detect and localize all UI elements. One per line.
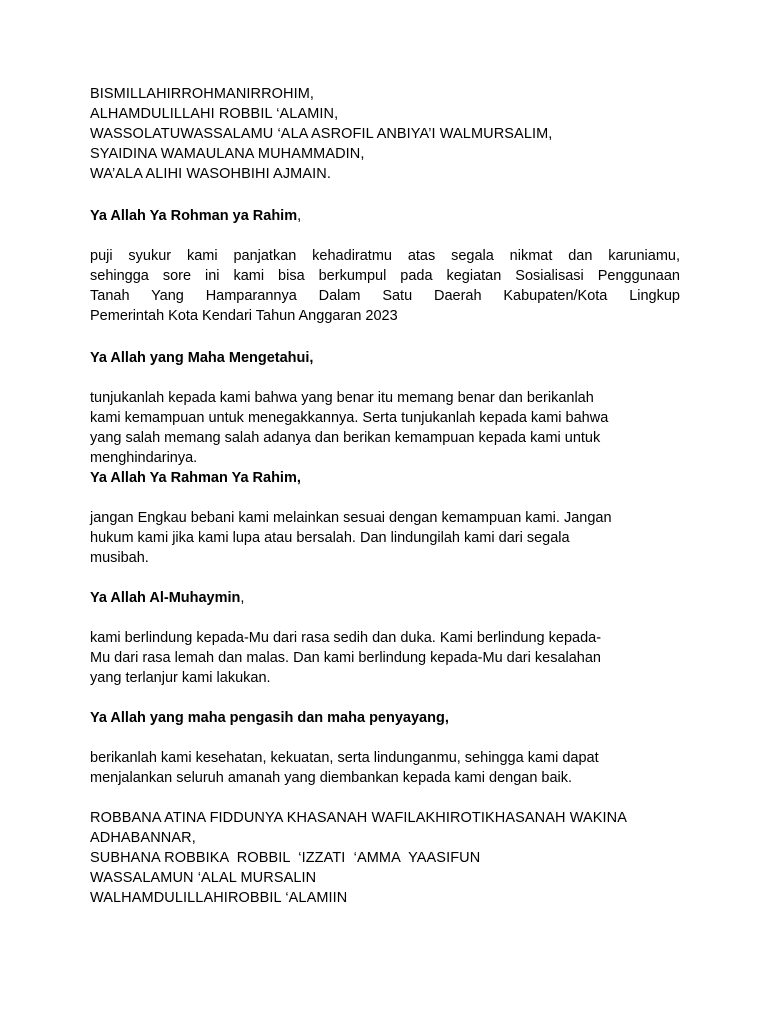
- section-body: [90, 388, 680, 468]
- closing-line: ADHABANNAR,: [90, 830, 196, 846]
- section-heading: Ya Allah Ya Rahman Ya Rahim,: [90, 470, 301, 486]
- body-line: menghindarinya.: [90, 450, 198, 466]
- body-line: tunjukanlah kepada kami bahwa yang benar itu memang benar dan berikanlah: [90, 390, 594, 406]
- section-heading: Ya Allah Al-Muhaymin,: [90, 590, 245, 606]
- section-body: [90, 508, 680, 568]
- section-body: [90, 628, 680, 688]
- body-line: menjalankan seluruh amanah yang diembankan kepada kami dengan baik.: [90, 770, 573, 786]
- opening-line: BISMILLAHIRROHMANIRROHIM,: [90, 86, 315, 102]
- closing-prayer: [90, 808, 680, 908]
- closing-line: ROBBANA ATINA FIDDUNYA KHASANAH WAFILAKHIROTIKHASANAH WAKINA: [90, 810, 627, 826]
- body-line: Mu dari rasa lemah dan malas. Dan kami berlindung kepada-Mu dari kesalahan: [90, 650, 601, 666]
- opening-line: WASSOLATUWASSALAMU ‘ALA ASROFIL ANBIYA’I WALMURSALIM,: [90, 126, 553, 142]
- body-line: hukum kami jika kami lupa atau bersalah. Dan lindungilah kami dari segala: [90, 530, 570, 546]
- body-line: kami berlindung kepada-Mu dari rasa sedih dan duka. Kami berlindung kepada-: [90, 630, 602, 646]
- document-page: [90, 84, 680, 908]
- opening-line: WA’ALA ALIHI WASOHBIHI AJMAIN.: [90, 166, 331, 182]
- closing-line: WASSALAMUN ‘ALAL MURSALIN: [90, 870, 317, 886]
- body-line: musibah.: [90, 550, 149, 566]
- body-line: jangan Engkau bebani kami melainkan sesuai dengan kemampuan kami. Jangan: [90, 510, 612, 526]
- body-line: berikanlah kami kesehatan, kekuatan, serta lindunganmu, sehingga kami dapat: [90, 750, 599, 766]
- section-body: [90, 748, 680, 788]
- body-line: sehingga sore ini kami bisa berkumpul pada kegiatan Sosialisasi Penggunaan: [90, 268, 680, 284]
- closing-line: SUBHANA ROBBIKA ROBBIL ‘IZZATI ‘AMMA YAASIFUN: [90, 850, 481, 866]
- body-line: puji syukur kami panjatkan kehadiratmu atas segala nikmat dan karuniamu,: [90, 248, 680, 264]
- body-line: Tanah Yang Hamparannya Dalam Satu Daerah Kabupaten/Kota Lingkup: [90, 288, 680, 304]
- opening-salutation: [90, 84, 680, 184]
- section-heading: Ya Allah yang Maha Mengetahui,: [90, 350, 314, 366]
- opening-line: ALHAMDULILLAHI ROBBIL ‘ALAMIN,: [90, 106, 339, 122]
- body-line: kami kemampuan untuk menegakkannya. Serta tunjukanlah kepada kami bahwa: [90, 410, 609, 426]
- body-line: Pemerintah Kota Kendari Tahun Anggaran 2023: [90, 308, 398, 324]
- opening-line: SYAIDINA WAMAULANA MUHAMMADIN,: [90, 146, 365, 162]
- body-line: yang terlanjur kami lakukan.: [90, 670, 271, 686]
- closing-line: WALHAMDULILLAHIROBBIL ‘ALAMIIN: [90, 890, 348, 906]
- section-heading: Ya Allah Ya Rohman ya Rahim,: [90, 208, 302, 224]
- section-heading: Ya Allah yang maha pengasih dan maha penyayang,: [90, 710, 449, 726]
- body-line: yang salah memang salah adanya dan berikan kemampuan kepada kami untuk: [90, 430, 601, 446]
- section-body: [90, 246, 680, 326]
